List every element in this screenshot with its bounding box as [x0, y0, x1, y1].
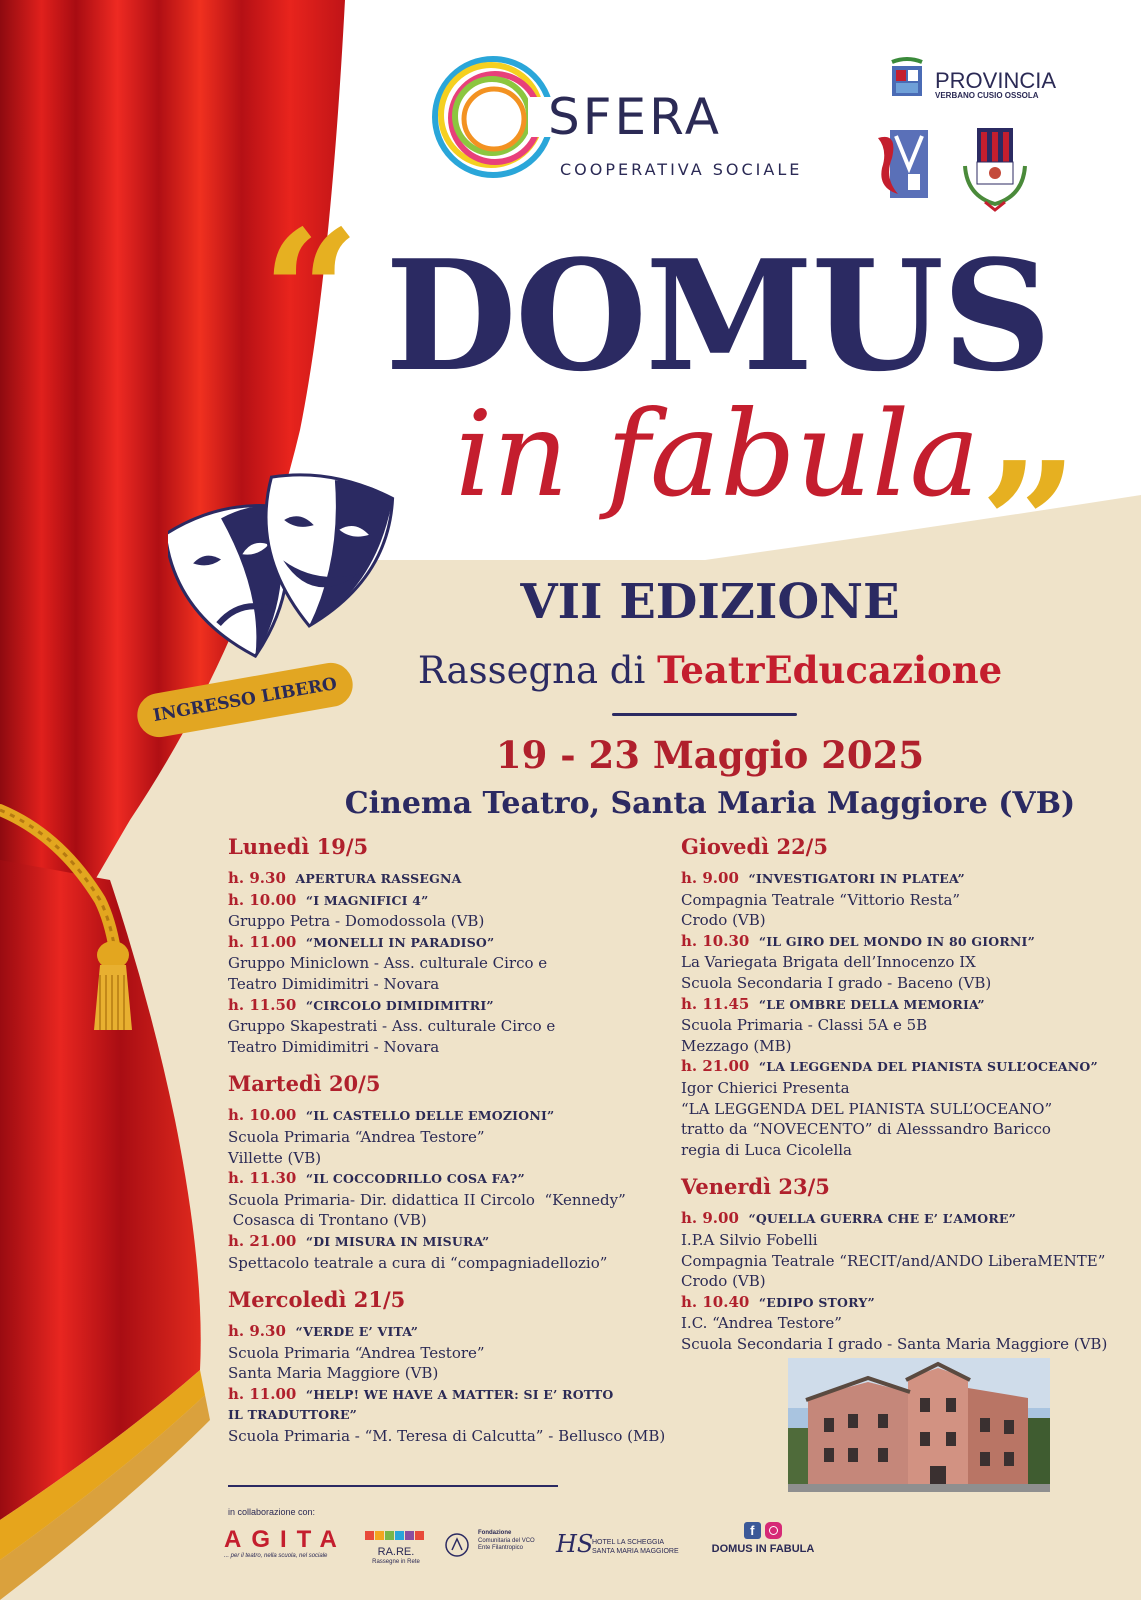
event-detail: Mezzago (MB): [681, 1036, 792, 1055]
event-dates: 19 - 23 Maggio 2025: [495, 733, 925, 777]
program-event: [681, 931, 1121, 994]
event-time: h. 21.00: [228, 1231, 297, 1250]
day-heading: Lunedì 19/5: [228, 834, 369, 859]
event-detail: “LA LEGGENDA DEL PIANISTA SULL’OCEANO”: [681, 1099, 1053, 1118]
collaboration-label: in collaborazione con:: [228, 1507, 316, 1517]
event-title: “DI MISURA IN MISURA”: [305, 1233, 490, 1249]
event-time: h. 10.00: [228, 1106, 297, 1125]
event-detail: I.C. “Andrea Testore”: [681, 1314, 842, 1333]
event-title-continued: IL TRADUTTORE”: [228, 1407, 358, 1423]
program-event: [681, 1208, 1121, 1291]
provincia-subtitle: VERBANO CUSIO OSSOLA: [935, 91, 1039, 100]
event-detail: Crodo (VB): [681, 911, 766, 930]
open-quote: “: [262, 193, 360, 393]
program-right-column: [681, 834, 1121, 1368]
event-time: h. 10.00: [228, 890, 297, 909]
rare-logo-icon: [365, 1531, 427, 1541]
rassegna-prefix: Rassegna di: [417, 649, 658, 692]
event-title: “LE OMBRE DELLA MEMORIA”: [758, 996, 985, 1012]
event-time: h. 10.40: [681, 1292, 750, 1311]
program-event: [228, 1168, 648, 1231]
social-block: [708, 1522, 818, 1555]
title-line1: DOMUS: [385, 226, 1050, 405]
event-title: “HELP! WE HAVE A MATTER: SI E’ ROTTO: [305, 1386, 614, 1402]
event-detail: Scuola Primaria - Classi 5A e 5B: [681, 1016, 928, 1035]
provincia-name: PROVINCIA: [935, 68, 1057, 93]
day-heading: Venerdì 23/5: [681, 1174, 830, 1200]
event-title: “I MAGNIFICI 4”: [305, 892, 429, 908]
program-event: [681, 1292, 1121, 1355]
rassegna-highlight: TeatrEducazione: [657, 648, 1003, 692]
event-title: “LA LEGGENDA DEL PIANISTA SULL’OCEANO”: [758, 1059, 1098, 1075]
event-detail: Villette (VB): [228, 1148, 322, 1167]
social-handle: DOMUS IN FABULA: [711, 1543, 815, 1555]
program-event: [228, 1384, 666, 1447]
day-heading: Mercoledì 21/5: [228, 1287, 406, 1313]
program-event: [228, 868, 648, 890]
event-time: h. 11.00: [228, 1384, 297, 1403]
program-event: [681, 868, 1121, 931]
event-time: h. 11.00: [228, 932, 297, 951]
event-detail: Teatro Dimidimitri - Novara: [228, 974, 440, 993]
event-detail: Gruppo Petra - Domodossola (VB): [228, 912, 485, 931]
event-time: h. 9.30: [228, 869, 286, 887]
program-event: [228, 1321, 648, 1384]
event-time: h. 10.30: [681, 931, 750, 950]
program-event: [228, 1231, 648, 1273]
fondazione-line1: Fondazione: [478, 1530, 512, 1536]
event-title: “EDIPO STORY”: [758, 1294, 875, 1310]
program-day: [681, 1174, 1121, 1354]
event-detail: Scuola Primaria “Andrea Testore”: [228, 1127, 485, 1146]
footer-divider: [228, 1485, 558, 1487]
town-crest-icon: [955, 126, 1037, 212]
event-time: h. 21.00: [681, 1057, 750, 1076]
event-detail: regia di Luca Cicolella: [681, 1140, 852, 1159]
program-day: [681, 834, 1121, 1160]
agita-logo: [224, 1527, 347, 1559]
event-detail: Scuola Primaria- Dir. didattica II Circolo “Kennedy”: [228, 1190, 626, 1209]
program-event: [228, 932, 648, 995]
hotel-line1: HOTEL LA SCHEGGIA: [592, 1539, 665, 1546]
event-time: h. 11.30: [228, 1169, 297, 1188]
event-detail: Scuola Primaria “Andrea Testore”: [228, 1343, 485, 1362]
facebook-icon[interactable]: f: [744, 1522, 761, 1539]
hotel-logo-icon: HS: [556, 1530, 594, 1558]
free-entry-badge: INGRESSO LIBERO: [134, 659, 356, 740]
event-detail: La Variegata Brigata dell’Innocenzo IX: [681, 953, 976, 972]
event-detail: tratto da “NOVECENTO” di Alesssandro Baricco: [681, 1120, 1051, 1139]
fondazione-line2: Comunitaria del VCO: [478, 1537, 535, 1544]
fondazione-line3: Ente Filantropico: [478, 1545, 524, 1551]
event-title: “QUELLA GUERRA CHE E’ L’AMORE”: [748, 1211, 1017, 1227]
organizer-subtitle: COOPERATIVA SOCIALE: [560, 160, 803, 179]
program-event: [681, 1056, 1121, 1160]
event-title: “IL COCCODRILLO COSA FA?”: [305, 1171, 525, 1187]
rare-name: RA.RE.: [377, 1546, 415, 1558]
rassegna-subtitle: [0, 648, 1141, 692]
event-detail: Scuola Secondaria I grado - Santa Maria Maggiore (VB): [681, 1334, 1108, 1353]
event-time: h. 9.00: [681, 869, 739, 887]
theater-masks-icon: [168, 458, 408, 678]
title-divider: [612, 713, 797, 716]
event-detail: Gruppo Miniclown - Ass. culturale Circo e: [228, 954, 548, 973]
close-quote: ”: [980, 425, 1078, 625]
day-heading: Giovedì 22/5: [681, 834, 828, 859]
organizer-name: SFERA: [548, 88, 723, 146]
event-detail: Cosasca di Trontano (VB): [228, 1211, 427, 1230]
program-event: [228, 995, 648, 1058]
rare-subtitle: Rassegne in Rete: [372, 1559, 420, 1565]
agita-tagline: ... per il teatro, nella scuola, nel sociale: [224, 1553, 328, 1559]
event-detail: Spettacolo teatrale a cura di “compagniadellozio”: [228, 1253, 608, 1272]
title-line2: in fabula: [455, 385, 980, 523]
event-title: “CIRCOLO DIMIDIMITRI”: [305, 997, 494, 1013]
rare-logo: [365, 1528, 427, 1565]
event-title: “INVESTIGATORI IN PLATEA”: [748, 871, 965, 886]
provincia-crest-icon: [888, 56, 932, 100]
municipal-crest-icon: [874, 128, 934, 200]
event-detail: I.P.A Silvio Fobelli: [681, 1230, 818, 1249]
edition-heading: VII EDIZIONE: [520, 574, 900, 630]
event-title: “VERDE E’ VITA”: [295, 1324, 419, 1340]
sfera-logo-icon: [428, 52, 558, 182]
program-event: [228, 890, 648, 932]
day-heading: Martedì 20/5: [228, 1071, 381, 1097]
event-time: h. 9.30: [228, 1322, 286, 1341]
venue-building-photo: [788, 1358, 1050, 1492]
event-title: “IL CASTELLO DELLE EMOZIONI”: [305, 1108, 555, 1124]
event-time: h. 9.00: [681, 1209, 739, 1228]
program-day: [228, 1071, 648, 1273]
hotel-line2: SANTA MARIA MAGGIORE: [592, 1548, 679, 1555]
program-day: [228, 834, 648, 1057]
event-title: APERTURA RASSEGNA: [295, 871, 462, 886]
event-venue: Cinema Teatro, Santa Maria Maggiore (VB): [344, 786, 1076, 821]
event-detail: Compagnia Teatrale “Vittorio Resta”: [681, 890, 961, 909]
program-day: [228, 1287, 666, 1447]
agita-name: AGITA: [224, 1526, 347, 1553]
event-time: h. 11.50: [228, 995, 297, 1014]
event-detail: Scuola Primaria - “M. Teresa di Calcutta” - Bellusco (MB): [228, 1427, 666, 1446]
event-detail: Igor Chierici Presenta: [681, 1078, 850, 1097]
program-event: [228, 1105, 648, 1168]
program-left-column: [228, 834, 666, 1461]
event-time: h. 11.45: [681, 994, 750, 1013]
program-event: [681, 994, 1121, 1057]
instagram-icon[interactable]: [765, 1522, 782, 1539]
event-detail: Gruppo Skapestrati - Ass. culturale Circo e: [228, 1017, 556, 1036]
event-detail: Santa Maria Maggiore (VB): [228, 1364, 439, 1383]
event-detail: Teatro Dimidimitri - Novara: [228, 1037, 440, 1056]
event-detail: Crodo (VB): [681, 1272, 766, 1291]
event-detail: Scuola Secondaria I grado - Baceno (VB): [681, 973, 992, 992]
event-detail: Compagnia Teatrale “RECIT/and/ANDO LiberaMENTE”: [681, 1251, 1106, 1270]
event-title: “IL GIRO DEL MONDO IN 80 GIORNI”: [758, 933, 1035, 949]
event-title: “MONELLI IN PARADISO”: [305, 934, 495, 950]
fondazione-icon: [444, 1532, 470, 1558]
